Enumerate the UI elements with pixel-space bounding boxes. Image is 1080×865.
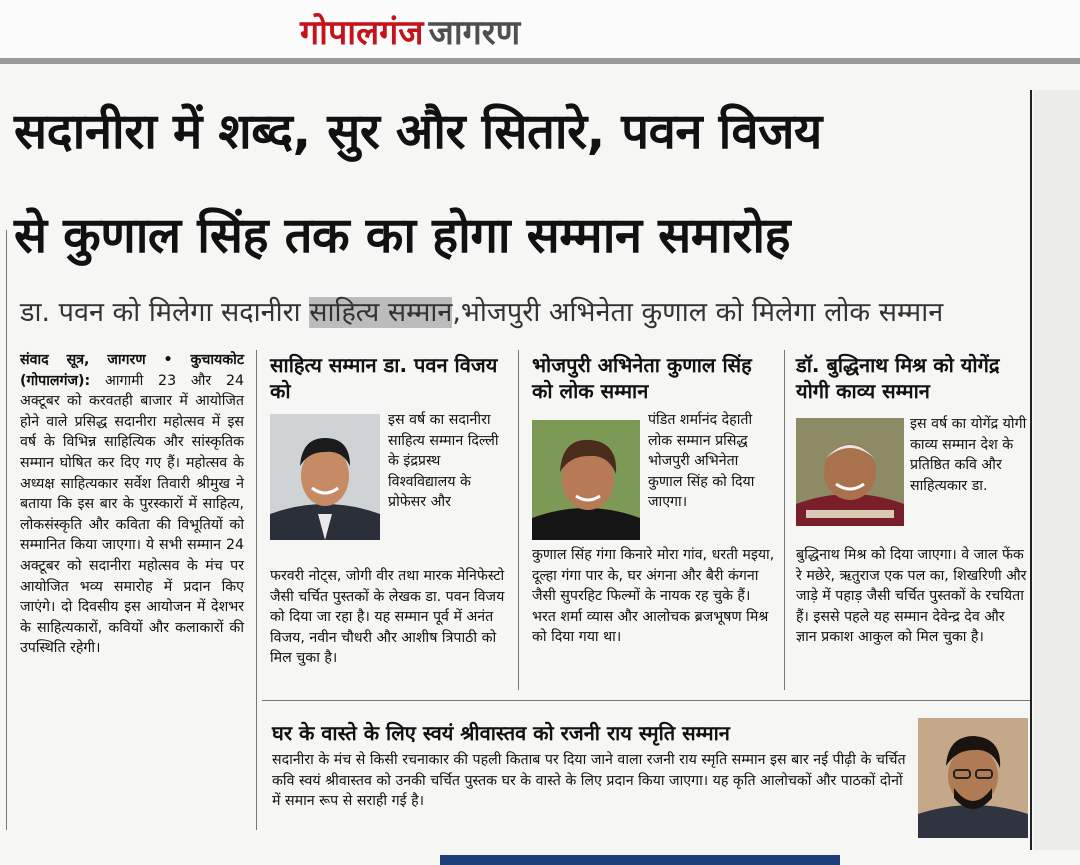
headline xyxy=(14,80,1034,288)
bottom-heading: घर के वास्ते के लिए स्वयं श्रीवास्तव को रजनी राय स्मृति सम्मान xyxy=(272,721,730,745)
col2-bottom-text: फरवरी नोट्स, जोगी वीर तथा मारक मेनिफेस्टो जैसी चर्चित पुस्तकों के लेखक डा. पवन विजय को दिया जा रहा है। यह सम्मान पूर्व में अनंत विजय, नवीन चौधरी और आशीष त्रिपाठी को मिल चुका है। xyxy=(270,568,505,667)
dateline: संवाद सूत्र, जागरण • कुचायकोट (गोपालगंज): xyxy=(20,352,244,389)
next-article-band xyxy=(440,855,840,865)
col3-top-text: पंडित शर्मानंद देहाती लोक सम्मान प्रसिद्ध भोजपुरी अभिनेता कुणाल सिंह को दिया जाएगा। xyxy=(648,412,755,511)
left-border xyxy=(6,230,7,830)
subhead-pre: डा. पवन को मिलेगा सदानीरा xyxy=(20,297,310,328)
subheadline xyxy=(20,292,1040,329)
top-rule xyxy=(0,58,1080,64)
buddhinath-mishra-photo xyxy=(796,418,904,526)
intro-column xyxy=(20,350,244,659)
adjacent-article-edge xyxy=(1034,90,1080,850)
masthead-title xyxy=(300,8,520,54)
bottom-section-rule xyxy=(262,700,1030,701)
column-rule-3 xyxy=(784,350,785,690)
swayam-srivastava-photo xyxy=(918,718,1028,838)
col4-bottom-text: बुद्धिनाथ मिश्र को दिया जाएगा। वे जाल फेंक रे मछेरे, ऋतुराज एक पल का, शिखरिणी और जाड़े में पहाड़ जैसी चर्चित पुस्तकों के रचयिता हैं। इससे पहले यह सम्मान देवेन्द्र देव और ज्ञान प्रकाश आकुल को मिल चुका है। xyxy=(796,547,1027,646)
masthead-paper: जागरण xyxy=(428,13,521,53)
subhead-post: ,भोजपुरी अभिनेता कुणाल को मिलेगा लोक सम्मान xyxy=(452,297,944,328)
col3-heading: भोजपुरी अभिनेता कुणाल सिंह को लोक सम्मान xyxy=(532,353,752,403)
subhead-highlight: साहित्य सम्मान xyxy=(309,297,453,328)
kunal-singh-photo xyxy=(532,420,640,540)
headline-line-2: से कुणाल सिंह तक का होगा सम्मान समारोह xyxy=(14,207,791,264)
bottom-text: सदानीरा के मंच से किसी रचनाकार की पहली किताब पर दिया जाने वाला रजनी राय स्मृति सम्मान इस बार नई पीढ़ी के चर्चित कवि स्वयं श्रीवास्तव को उनकी चर्चित पुस्तक घर के वास्ते के लिए प्रदान किया जाएगा। यह कृति आलोचकों और पाठकों दोनों में समान रूप से सराही गई है। xyxy=(272,752,906,810)
col2-heading: साहित्य सम्मान डा. पवन विजय को xyxy=(270,353,498,403)
portrait-icon xyxy=(270,414,380,540)
intro-text: आगामी 23 और 24 अक्टूबर को करवतही बाजार में आयोजित होने वाले प्रसिद्ध सदानीरा महोत्सव में इस वर्ष के विभिन्न साहित्यिक और सांस्कृतिक सम्मान घोषित कर दिए गए हैं। महोत्सव के अध्यक्ष साहित्यकार सर्वेश तिवारी श्रीमुख ने बताया कि इस बार के पुरस्कारों में साहित्य, लोकसंस्कृति और कविता की विभूतियों को सम्मानित किया जाएगा। ये सभी सम्मान 24 अक्टूबर को सदानीरा महोत्सव के मंच पर आयोजित भव्य समारोह में प्रदान किए जाएंगे। दो दिवसीय इस आयोजन में देशभर के साहित्यकारों, कवियों और कलाकारों की उपस्थिति रहेगी। xyxy=(20,372,244,657)
portrait-icon xyxy=(532,420,640,540)
column-rule-2 xyxy=(518,350,519,690)
portrait-icon xyxy=(918,718,1028,838)
portrait-icon xyxy=(796,418,904,526)
col2-top-text: इस वर्ष का सदानीरा साहित्य सम्मान दिल्ली के इंद्रप्रस्थ विश्वविद्यालय के प्रोफेसर और xyxy=(388,412,499,511)
pawan-vijay-photo xyxy=(270,414,380,540)
col4-heading: डॉ. बुद्धिनाथ मिश्र को योगेंद्र योगी काव्य सम्मान xyxy=(796,353,1000,403)
masthead xyxy=(0,0,1080,58)
col3-bottom-text: कुणाल सिंह गंगा किनारे मोरा गांव, धरती मइया, दूल्हा गंगा पार के, घर अंगना और बैरी कंगना जैसी सुपरहिट फिल्मों के नायक रह चुके हैं। भरत शर्मा व्यास और आलोचक ब्रजभूषण मिश्र को दिया गया था। xyxy=(532,547,775,646)
col4-top-text: इस वर्ष का योगेंद्र योगी काव्य सम्मान देश के प्रतिष्ठित कवि और साहित्यकार डा. xyxy=(910,416,1027,494)
masthead-city: गोपालगंज xyxy=(300,13,424,53)
headline-line-1: सदानीरा में शब्द, सुर और सितारे, पवन विजय xyxy=(14,103,822,160)
column-rule-1 xyxy=(256,350,257,830)
